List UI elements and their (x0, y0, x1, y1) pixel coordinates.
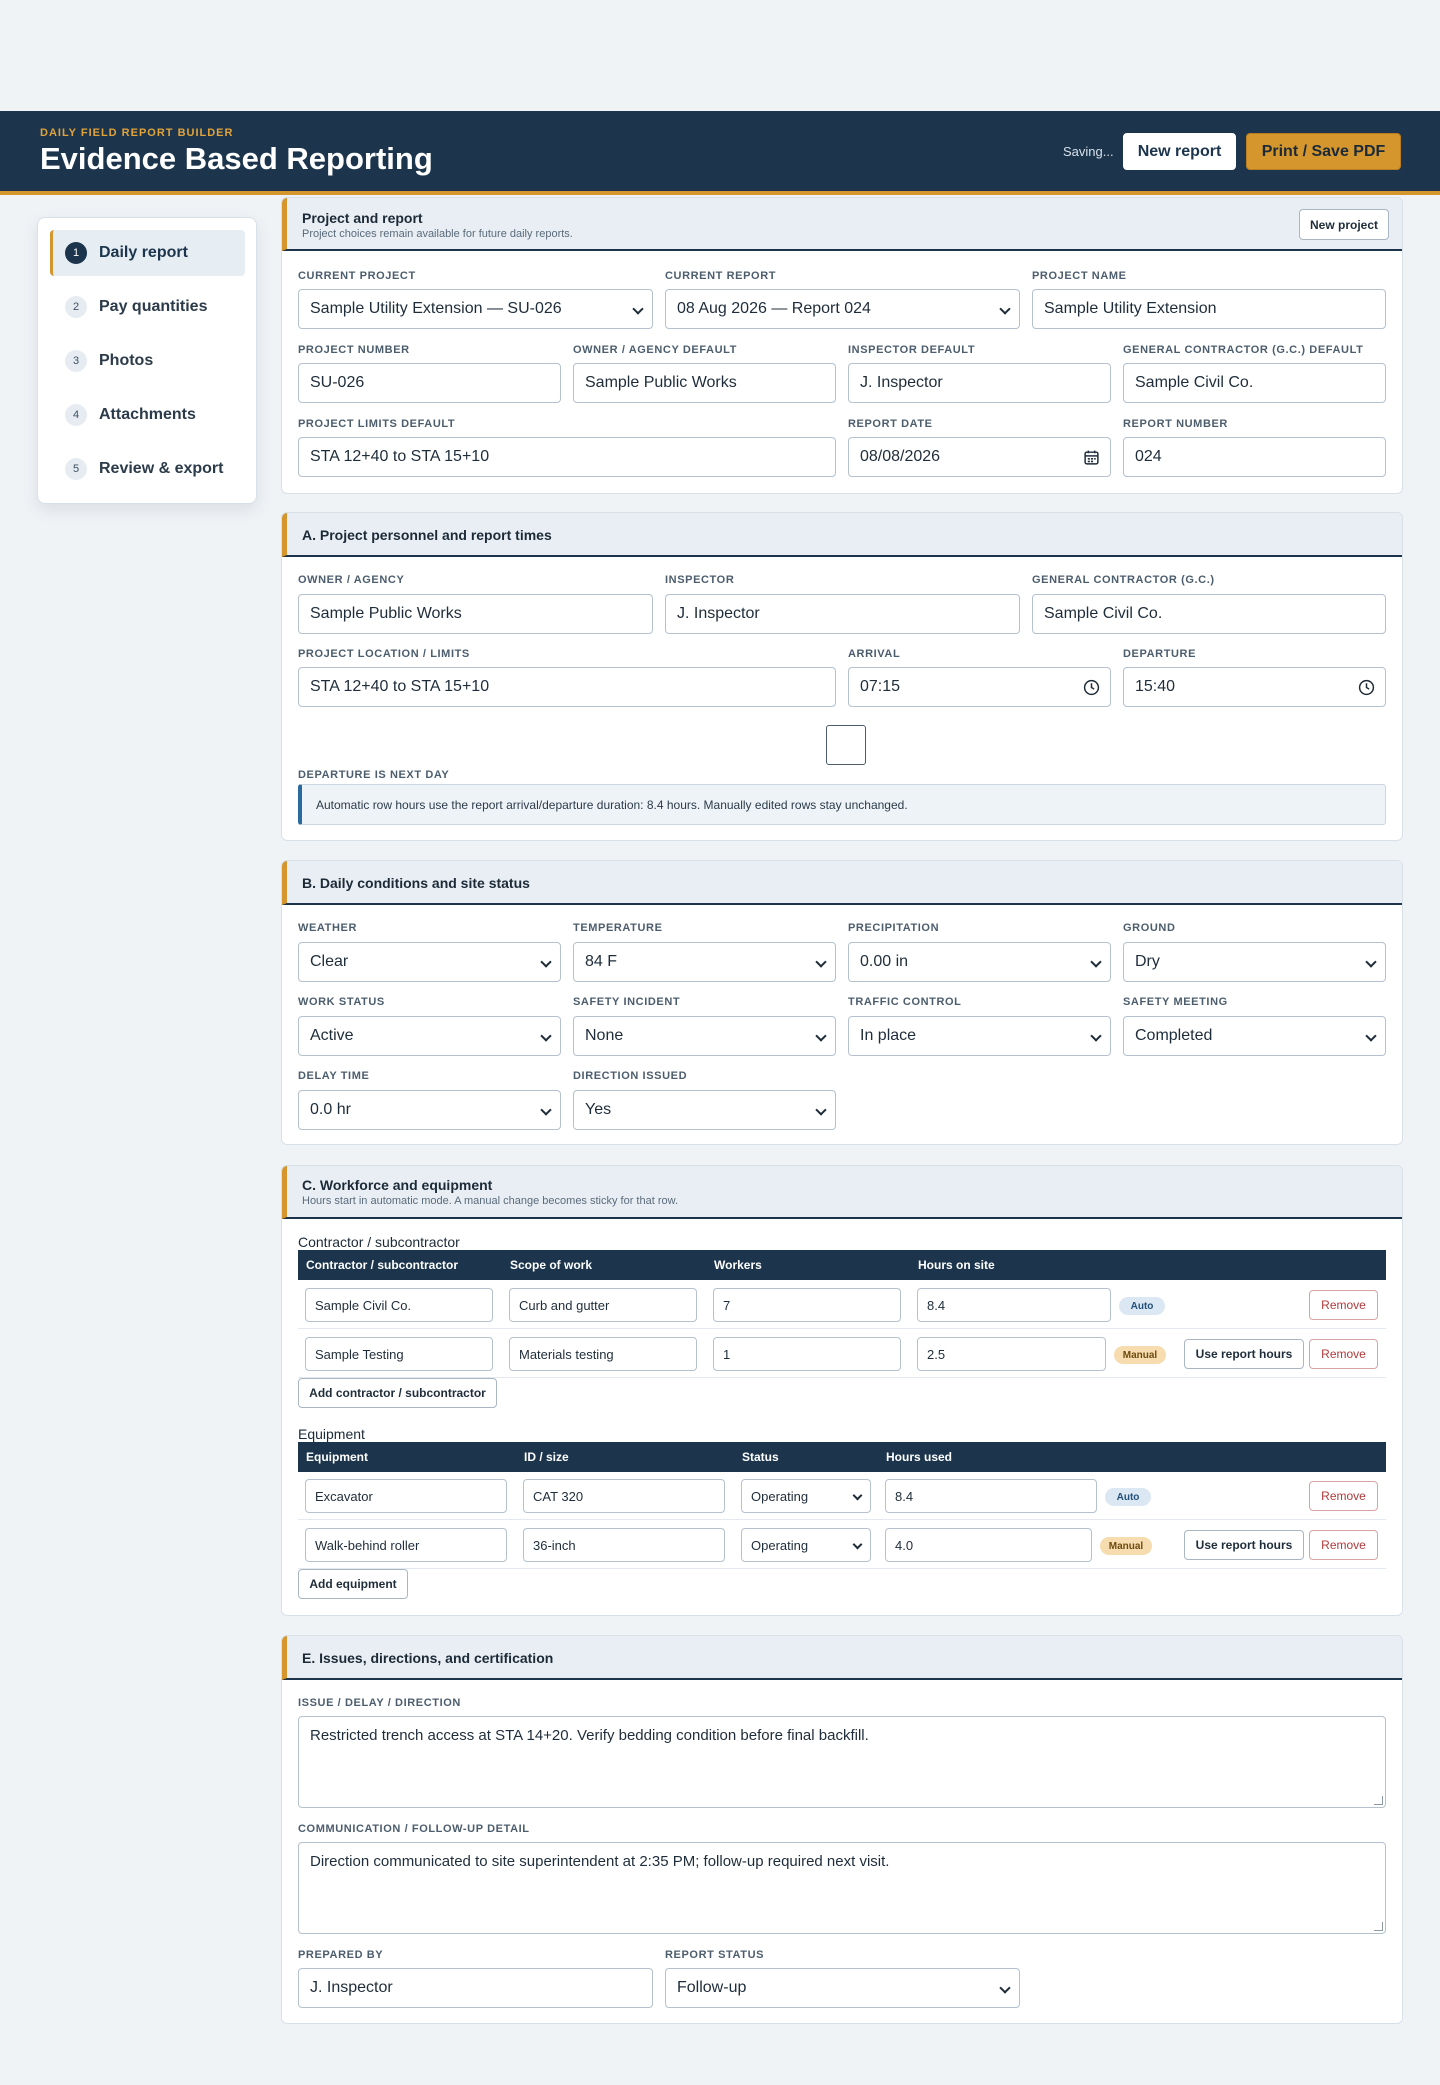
contractor-row (298, 1329, 1386, 1378)
column-header: ID / size (524, 1450, 569, 1464)
auto-badge: Auto (1105, 1488, 1151, 1506)
safety-incident-select[interactable]: None (573, 1016, 836, 1056)
contractor-name-input[interactable]: Sample Testing (305, 1337, 493, 1371)
report-number-label: REPORT NUMBER (1123, 418, 1228, 430)
conditions-section (281, 860, 1403, 1145)
equipment-name-input[interactable]: Walk-behind roller (305, 1528, 507, 1562)
owner-default-input[interactable]: Sample Public Works (573, 363, 836, 403)
workers-input[interactable]: 1 (713, 1337, 901, 1371)
nav-step-number: 4 (65, 404, 87, 426)
section-title: C. Workforce and equipment (302, 1177, 493, 1193)
work-status-label: WORK STATUS (298, 996, 385, 1008)
app-title: Evidence Based Reporting (40, 141, 433, 176)
new-report-button[interactable]: New report (1123, 133, 1236, 170)
project-name-input[interactable]: Sample Utility Extension (1032, 289, 1386, 329)
nav-step-number: 5 (65, 458, 87, 480)
ground-label: GROUND (1123, 922, 1176, 934)
temperature-label: TEMPERATURE (573, 922, 663, 934)
column-header: Scope of work (510, 1258, 593, 1272)
current-project-select[interactable]: Sample Utility Extension — SU-026 (298, 289, 653, 329)
section-header (282, 1636, 1402, 1680)
column-header: Status (742, 1450, 779, 1464)
clock-icon[interactable] (1358, 679, 1375, 696)
nav-item-attachments[interactable] (50, 392, 245, 438)
column-header: Hours used (886, 1450, 953, 1464)
personnel-section (281, 512, 1403, 841)
equipment-id-input[interactable]: 36-inch (523, 1528, 725, 1562)
nav-item-daily-report[interactable] (50, 230, 245, 276)
section-title: Project and report (302, 210, 423, 226)
auto-hours-note: Automatic row hours use the report arrival/departure duration: 8.4 hours. Manually edited rows stay unchanged. (298, 784, 1386, 825)
column-header: Equipment (306, 1450, 368, 1464)
clock-icon[interactable] (1083, 679, 1100, 696)
report-date-label: REPORT DATE (848, 418, 933, 430)
equipment-status-select[interactable]: Operating (741, 1528, 871, 1562)
traffic-control-select[interactable]: In place (848, 1016, 1111, 1056)
gc-default-input[interactable]: Sample Civil Co. (1123, 363, 1386, 403)
section-title: B. Daily conditions and site status (302, 875, 530, 891)
nav-step-number: 3 (65, 350, 87, 372)
delay-time-select[interactable]: 0.0 hr (298, 1090, 561, 1130)
equipment-table-header (298, 1442, 1386, 1472)
workforce-section (281, 1165, 1403, 1616)
project-name-label: PROJECT NAME (1032, 270, 1127, 282)
issue-textarea[interactable]: Restricted trench access at STA 14+20. Verify bedding condition before final backfill. (298, 1716, 1386, 1808)
scope-input[interactable]: Materials testing (509, 1337, 697, 1371)
inspector-label: INSPECTOR (665, 574, 735, 586)
remove-button[interactable]: Remove (1309, 1290, 1378, 1320)
use-report-hours-button[interactable]: Use report hours (1184, 1339, 1304, 1369)
work-status-select[interactable]: Active (298, 1016, 561, 1056)
add-equipment-button[interactable]: Add equipment (298, 1569, 408, 1599)
prepared-by-label: PREPARED BY (298, 1949, 384, 1961)
contractor-row (298, 1280, 1386, 1329)
new-project-button[interactable]: New project (1299, 209, 1389, 240)
remove-button[interactable]: Remove (1309, 1530, 1378, 1560)
column-header: Workers (714, 1258, 762, 1272)
equipment-name-input[interactable]: Excavator (305, 1479, 507, 1513)
safety-incident-label: SAFETY INCIDENT (573, 996, 681, 1008)
departure-input[interactable] (1123, 667, 1386, 707)
weather-label: WEATHER (298, 922, 357, 934)
project-number-label: PROJECT NUMBER (298, 344, 410, 356)
calendar-icon[interactable] (1083, 449, 1100, 466)
gc-input[interactable]: Sample Civil Co. (1032, 594, 1386, 634)
report-status-select[interactable]: Follow-up (665, 1968, 1020, 2008)
hours-used-input[interactable]: 8.4 (885, 1479, 1097, 1513)
limits-default-input[interactable]: STA 12+40 to STA 15+10 (298, 437, 836, 477)
location-label: PROJECT LOCATION / LIMITS (298, 648, 470, 660)
precipitation-select[interactable]: 0.00 in (848, 942, 1111, 982)
gc-label: GENERAL CONTRACTOR (G.C.) (1032, 574, 1215, 586)
owner-label: OWNER / AGENCY (298, 574, 405, 586)
departure-next-day-checkbox[interactable] (826, 725, 866, 765)
workers-input[interactable]: 7 (713, 1288, 901, 1322)
issue-label: ISSUE / DELAY / DIRECTION (298, 1697, 461, 1709)
owner-input[interactable]: Sample Public Works (298, 594, 653, 634)
nav-item-label: Review & export (99, 460, 224, 477)
owner-default-label: OWNER / AGENCY DEFAULT (573, 344, 737, 356)
print-save-pdf-button[interactable]: Print / Save PDF (1246, 133, 1401, 170)
equipment-row (298, 1520, 1386, 1569)
section-header (282, 1166, 1402, 1219)
departure-value: 15:40 (1135, 678, 1176, 695)
next-day-label: DEPARTURE IS NEXT DAY (298, 769, 450, 781)
section-title: E. Issues, directions, and certification (302, 1650, 554, 1666)
equipment-id-input[interactable]: CAT 320 (523, 1479, 725, 1513)
issues-section (281, 1635, 1403, 2024)
section-subtitle: Hours start in automatic mode. A manual change becomes sticky for that row. (302, 1195, 679, 1207)
hours-input[interactable]: 2.5 (917, 1337, 1106, 1371)
arrival-label: ARRIVAL (848, 648, 901, 660)
current-report-label: CURRENT REPORT (665, 270, 777, 282)
remove-button[interactable]: Remove (1309, 1481, 1378, 1511)
project-number-input[interactable]: SU-026 (298, 363, 561, 403)
saving-status: Saving... (1063, 144, 1114, 159)
precipitation-label: PRECIPITATION (848, 922, 940, 934)
manual-badge: Manual (1100, 1537, 1152, 1555)
nav-item-label: Pay quantities (99, 298, 208, 315)
add-contractor-button[interactable]: Add contractor / subcontractor (298, 1378, 497, 1408)
auto-badge: Auto (1119, 1297, 1165, 1315)
report-date-value: 08/08/2026 (860, 448, 941, 465)
section-header (282, 513, 1402, 557)
gc-default-label: GENERAL CONTRACTOR (G.C.) DEFAULT (1123, 344, 1364, 356)
contractor-table-caption: Contractor / subcontractor (298, 1234, 460, 1250)
nav-item-label: Photos (99, 352, 154, 369)
contractor-name-input[interactable]: Sample Civil Co. (305, 1288, 493, 1322)
app-kicker: DAILY FIELD REPORT BUILDER (40, 127, 234, 139)
column-header: Contractor / subcontractor (306, 1258, 459, 1272)
nav-item-label: Attachments (99, 406, 196, 423)
safety-meeting-label: SAFETY MEETING (1123, 996, 1228, 1008)
direction-issued-label: DIRECTION ISSUED (573, 1070, 688, 1082)
current-report-select[interactable]: 08 Aug 2026 — Report 024 (665, 289, 1020, 329)
ground-select[interactable]: Dry (1123, 942, 1386, 982)
limits-default-label: PROJECT LIMITS DEFAULT (298, 418, 456, 430)
delay-time-label: DELAY TIME (298, 1070, 370, 1082)
departure-label: DEPARTURE (1123, 648, 1197, 660)
section-subtitle: Project choices remain available for future daily reports. (302, 228, 573, 240)
section-header (282, 198, 1402, 251)
report-status-label: REPORT STATUS (665, 1949, 765, 1961)
top-band (0, 0, 1440, 111)
location-input[interactable]: STA 12+40 to STA 15+10 (298, 667, 836, 707)
nav-item-label: Daily report (99, 244, 188, 261)
weather-select[interactable]: Clear (298, 942, 561, 982)
communication-label: COMMUNICATION / FOLLOW-UP DETAIL (298, 1823, 530, 1835)
scope-input[interactable]: Curb and gutter (509, 1288, 697, 1322)
nav-step-number: 1 (65, 242, 87, 264)
section-header (282, 861, 1402, 905)
equipment-table-caption: Equipment (298, 1426, 365, 1442)
safety-meeting-select[interactable]: Completed (1123, 1016, 1386, 1056)
app-header (0, 111, 1440, 195)
current-project-label: CURRENT PROJECT (298, 270, 416, 282)
prepared-by-input[interactable]: J. Inspector (298, 1968, 653, 2008)
nav-item-photos[interactable] (50, 338, 245, 384)
traffic-control-label: TRAFFIC CONTROL (848, 996, 962, 1008)
inspector-default-label: INSPECTOR DEFAULT (848, 344, 976, 356)
nav-item-review-export[interactable] (50, 446, 245, 492)
contractor-table-header (298, 1250, 1386, 1280)
section-title: A. Project personnel and report times (302, 527, 552, 543)
nav-step-number: 2 (65, 296, 87, 318)
inspector-input[interactable]: J. Inspector (665, 594, 1020, 634)
equipment-row (298, 1471, 1386, 1520)
nav-item-pay-quantities[interactable] (50, 284, 245, 330)
inspector-default-input[interactable]: J. Inspector (848, 363, 1111, 403)
use-report-hours-button[interactable]: Use report hours (1184, 1530, 1304, 1560)
communication-textarea[interactable]: Direction communicated to site superintendent at 2:35 PM; follow-up required next visit. (298, 1842, 1386, 1934)
direction-issued-select[interactable]: Yes (573, 1090, 836, 1130)
manual-badge: Manual (1114, 1346, 1166, 1364)
project-report-section (281, 197, 1403, 494)
report-date-input[interactable] (848, 437, 1111, 477)
hours-used-input[interactable]: 4.0 (885, 1528, 1092, 1562)
column-header: Hours on site (918, 1258, 995, 1272)
sidebar-nav (37, 217, 257, 504)
arrival-value: 07:15 (860, 678, 901, 695)
temperature-select[interactable]: 84 F (573, 942, 836, 982)
arrival-input[interactable] (848, 667, 1111, 707)
report-number-input[interactable]: 024 (1123, 437, 1386, 477)
remove-button[interactable]: Remove (1309, 1339, 1378, 1369)
equipment-status-select[interactable]: Operating (741, 1479, 871, 1513)
hours-input[interactable]: 8.4 (917, 1288, 1111, 1322)
